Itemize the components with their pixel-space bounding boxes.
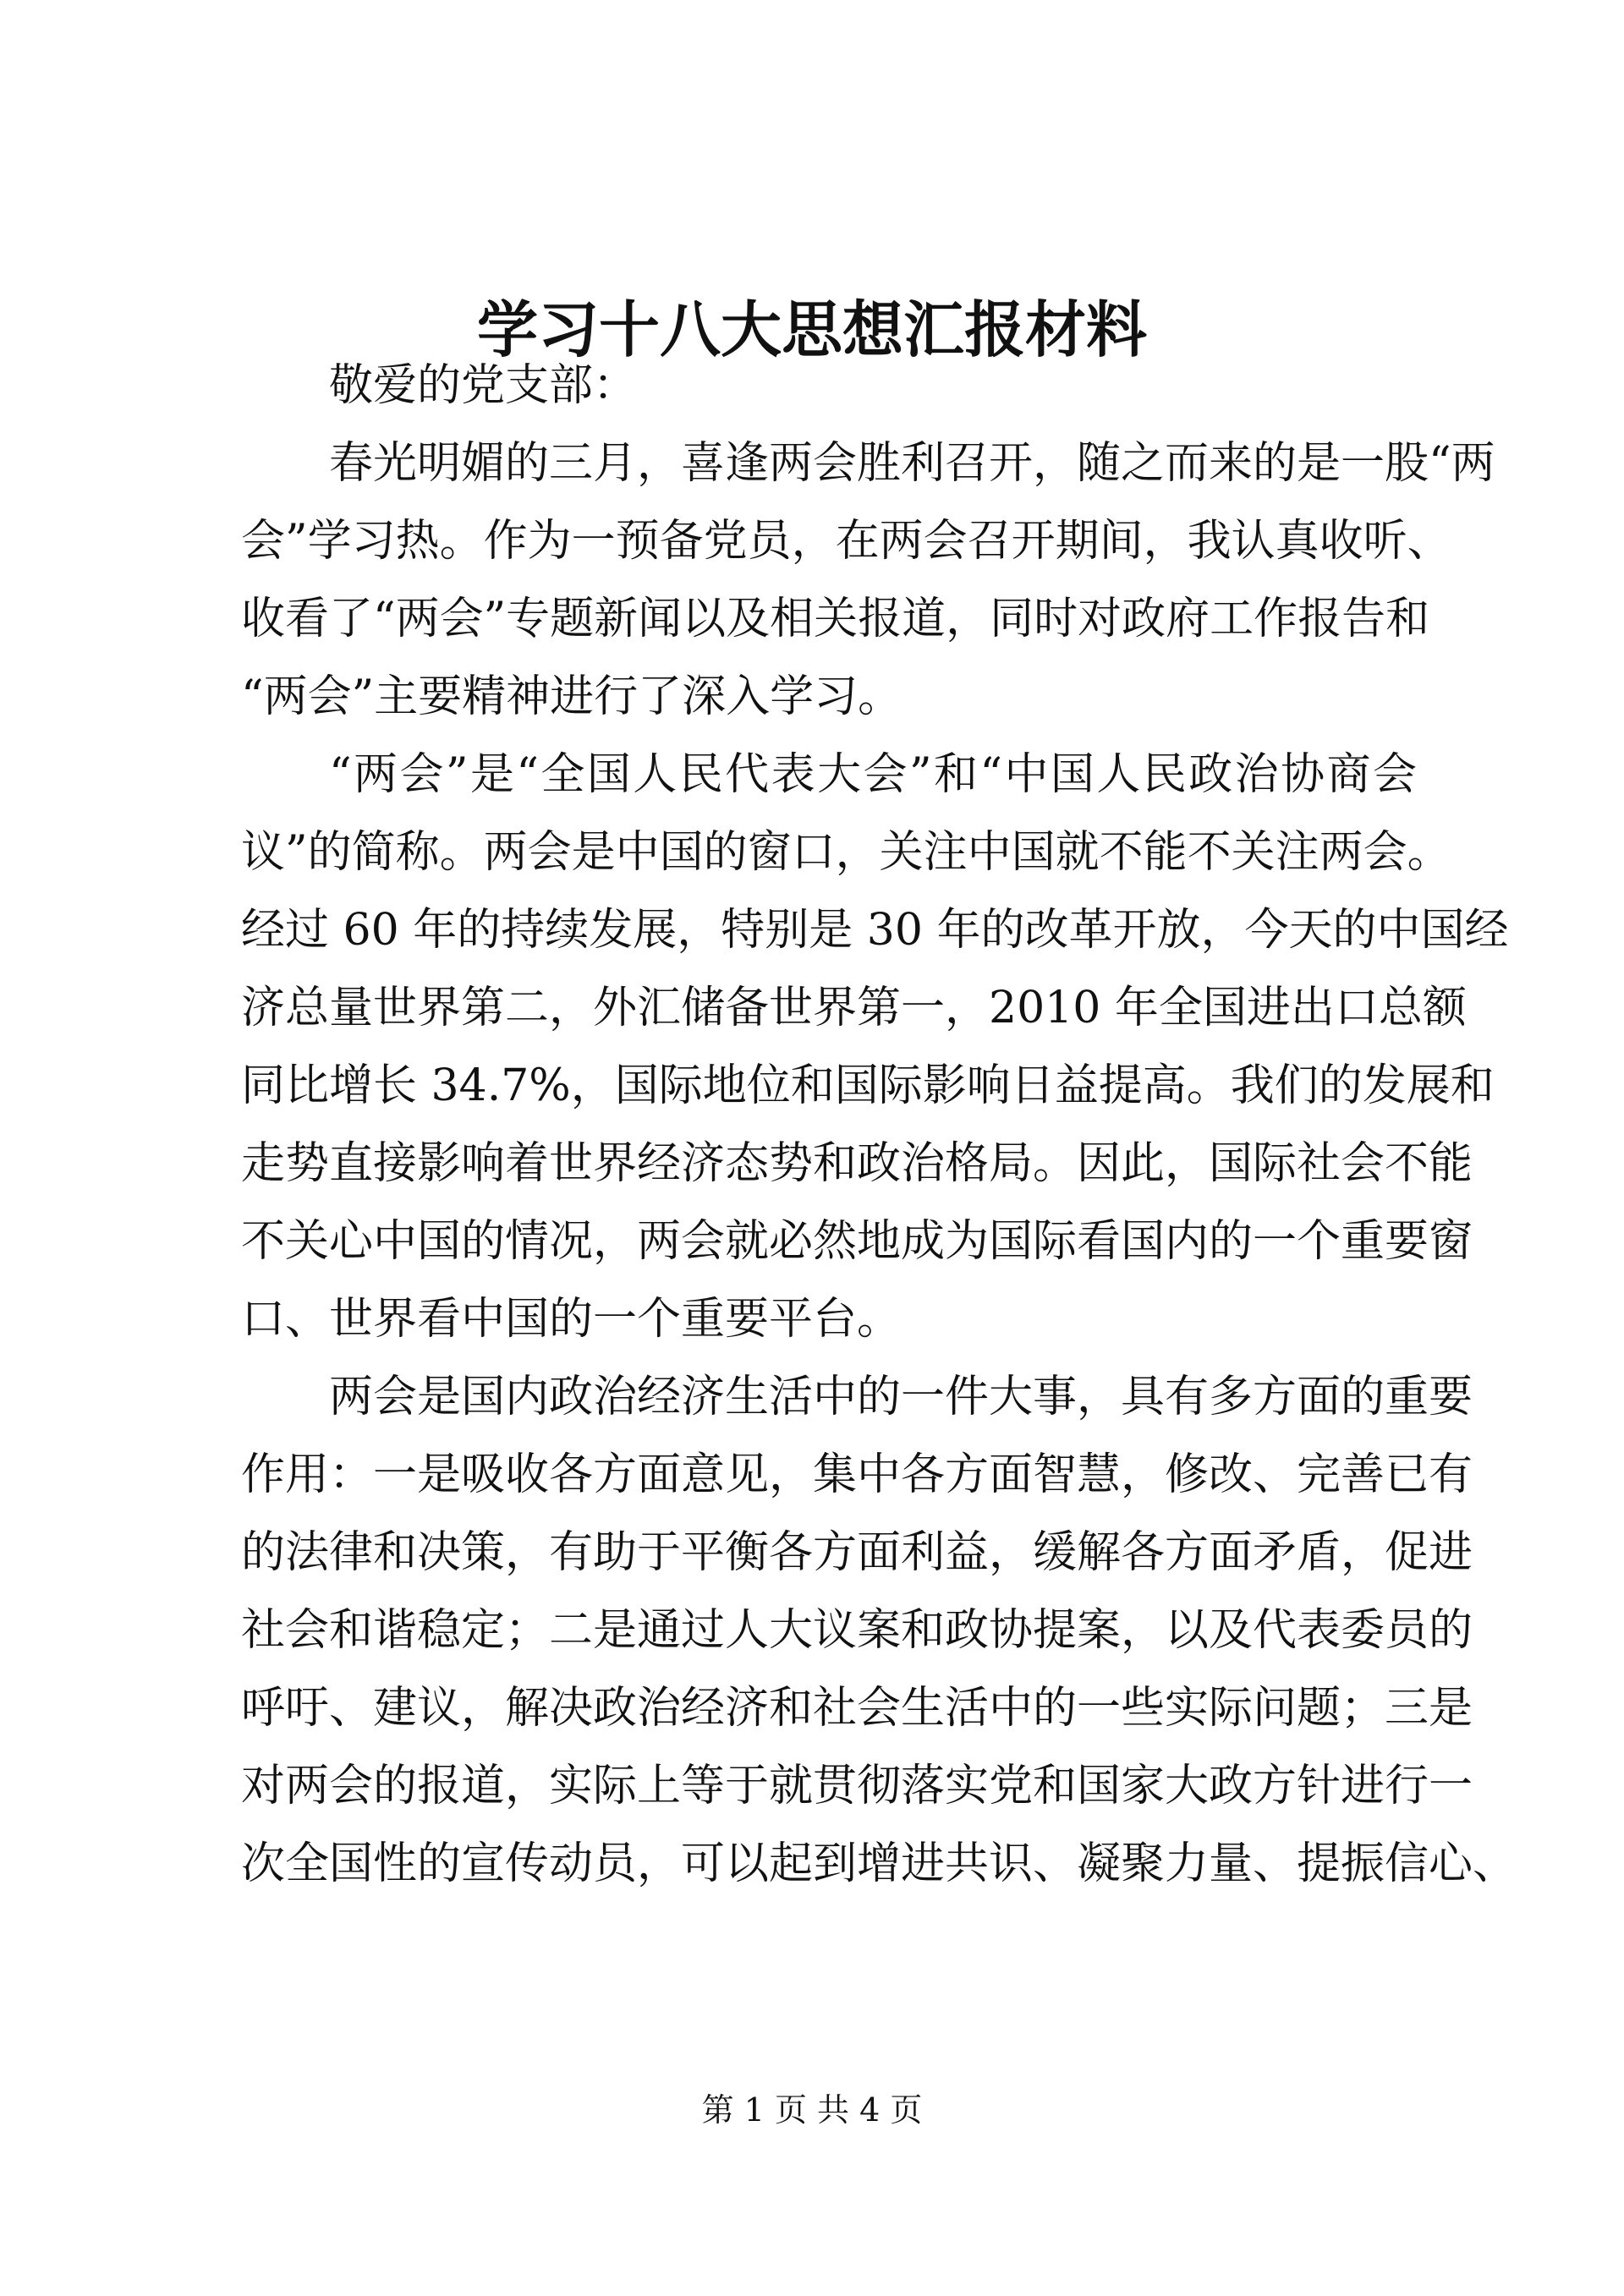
paragraph-line: 的法律和决策，有助于平衡各方面利益，缓解各方面矛盾，促进 (241, 1527, 1473, 1578)
paragraph-2 (241, 736, 1509, 1358)
paragraph-1 (241, 425, 1495, 736)
page-footer: 第 1 页 共 4 页 (701, 2091, 923, 2129)
paragraph-line: 对两会的报道，实际上等于就贯彻落实党和国家大政方针进行一 (241, 1761, 1473, 1811)
paragraph-line: “两会”是“全国人民代表大会”和“中国人民政治协商会 (329, 749, 1417, 800)
paragraph-line: 走势直接影响着世界经济态势和政治格局。因此，国际社会不能 (241, 1138, 1473, 1189)
paragraph-line: 同比增长 34.7%，国际地位和国际影响日益提高。我们的发展和 (241, 1060, 1495, 1111)
paragraph-line: 次全国性的宣传动员，可以起到增进共识、凝聚力量、提振信心、 (241, 1838, 1517, 1889)
paragraph-line: 不关心中国的情况，两会就必然地成为国际看国内的一个重要窗 (241, 1216, 1473, 1267)
paragraph-line: 呼吁、建议，解决政治经济和社会生活中的一些实际问题；三是 (241, 1683, 1473, 1734)
paragraph-line: 春光明媚的三月，喜逢两会胜利召开，随之而来的是一股“两 (329, 438, 1495, 489)
paragraph-line: 两会是国内政治经济生活中的一件大事，具有多方面的重要 (329, 1372, 1473, 1422)
paragraph-line: 口、世界看中国的一个重要平台。 (241, 1294, 902, 1345)
paragraph-line: “两会”主要精神进行了深入学习。 (241, 671, 903, 722)
salutation: 敬爱的党支部： (329, 360, 638, 411)
paragraph-line: 收看了“两会”专题新闻以及相关报道，同时对政府工作报告和 (241, 594, 1430, 644)
document-body (241, 347, 1517, 1903)
document-title: 学习十八大思想汇报材料 (476, 293, 1147, 365)
paragraph-line: 社会和谐稳定；二是通过人大议案和政协提案，以及代表委员的 (241, 1605, 1473, 1656)
paragraph-line: 经过 60 年的持续发展，特别是 30 年的改革开放，今天的中国经 (241, 905, 1509, 956)
paragraph-line: 会”学习热。作为一预备党员，在两会召开期间，我认真收听、 (241, 516, 1451, 567)
paragraph-3 (241, 1358, 1517, 1903)
paragraph-line: 议”的简称。两会是中国的窗口，关注中国就不能不关注两会。 (241, 827, 1451, 878)
paragraph-line: 济总量世界第二，外汇储备世界第一，2010 年全国进出口总额 (241, 983, 1467, 1033)
paragraph-line: 作用：一是吸收各方面意见，集中各方面智慧，修改、完善已有 (241, 1449, 1473, 1500)
